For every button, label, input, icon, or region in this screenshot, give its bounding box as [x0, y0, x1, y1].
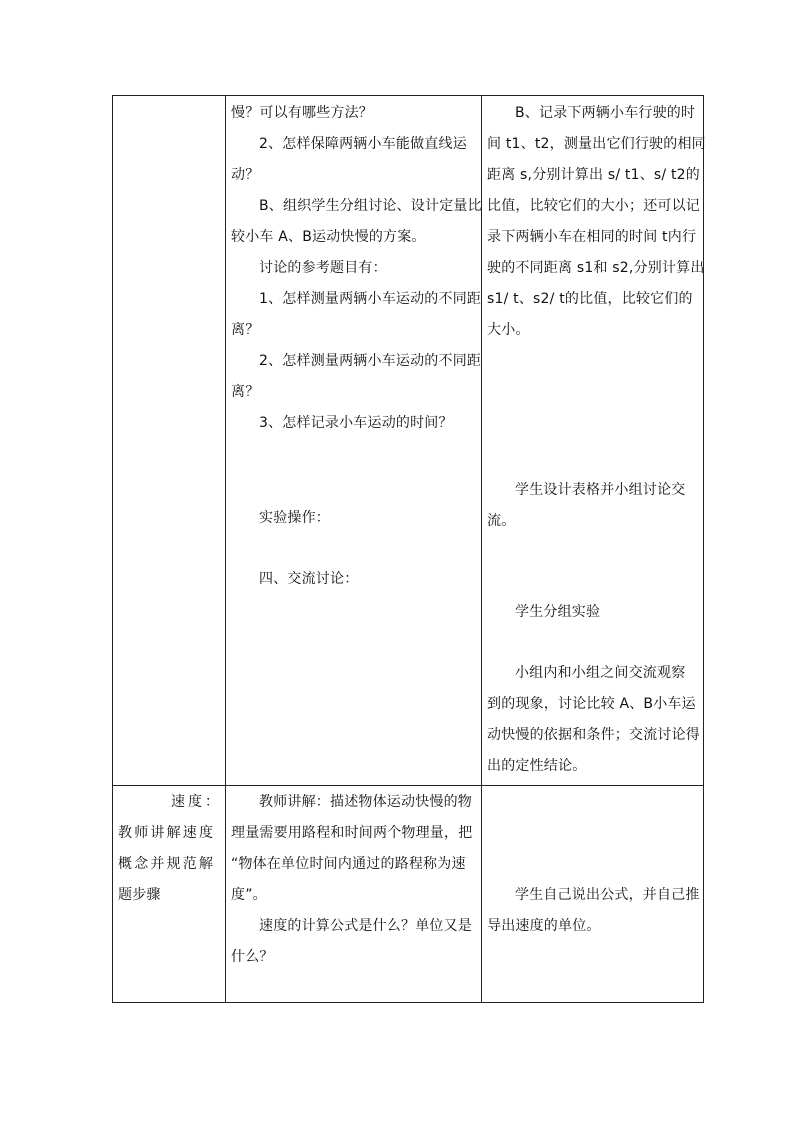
text-line: 1、怎样测量两辆小车运动的不同距: [259, 291, 482, 307]
text-line: 2、怎样测量两辆小车运动的不同距: [259, 353, 482, 369]
student-activity-cell: [482, 96, 706, 785]
text-line: 流。: [487, 513, 516, 529]
stage-title: 速度：: [171, 794, 222, 810]
text-line-content: 概念并规范解: [118, 856, 216, 872]
teacher-activity-cell: [226, 785, 482, 1002]
table-row: [113, 96, 706, 786]
text-line: 离？: [231, 322, 260, 338]
text-line: 距离 s,分别计算出 s/ t1、s/ t2的: [487, 167, 700, 183]
text-line: 出的定性结论。: [487, 758, 587, 774]
text-line: 学生分组实验: [515, 604, 601, 620]
text-line-content: 教师讲解速度: [118, 825, 216, 841]
text-line: 教师讲解：描述物体运动快慢的物: [259, 794, 472, 810]
stage-cell: [113, 785, 226, 1002]
text-line: s1/ t、s2/ t的比值，比较它们的: [487, 291, 693, 307]
text-line: 3、怎样记录小车运动的时间？: [259, 415, 453, 431]
text-line: 学生自己说出公式，并自己推: [515, 887, 700, 903]
text-line: 到的现象，讨论比较 A、B小车运: [487, 696, 696, 712]
text-line: 题步骤: [118, 887, 161, 903]
text-line: 讨论的参考题目有：: [259, 260, 387, 276]
teacher-activity-cell: [226, 96, 482, 785]
student-activity-cell: [482, 785, 703, 1002]
text-line: 大小。: [487, 322, 530, 338]
text-line: 速度的计算公式是什么？单位又是: [259, 918, 472, 934]
text-line: B、组织学生分组讨论、设计定量比: [259, 198, 482, 214]
text-line: 四、交流讨论：: [259, 571, 359, 587]
text-line: 录下两辆小车在相同的时间 t内行: [487, 229, 697, 245]
table-row: [113, 785, 703, 1002]
text-line: 学生设计表格并小组讨论交: [515, 482, 686, 498]
text-line: 较小车 A、B运动快慢的方案。: [231, 229, 426, 245]
text-line: 动？: [231, 167, 260, 183]
text-line: 什么？: [231, 949, 274, 965]
text-line: B、记录下两辆小车行驶的时: [515, 105, 696, 121]
text-line: 比值，比较它们的大小；还可以记: [487, 198, 700, 214]
text-line: 2、怎样保障两辆小车能做直线运: [259, 136, 467, 152]
text-line: [118, 824, 218, 842]
text-line: 慢？可以有哪些方法？: [231, 105, 373, 121]
text-line: 小组内和小组之间交流观察: [515, 665, 686, 681]
text-line: [118, 855, 218, 873]
lesson-table: [112, 95, 704, 1003]
text-line: 导出速度的单位。: [487, 918, 601, 934]
text-line: 理量需要用路程和时间两个物理量，把: [231, 825, 473, 841]
text-line: 离？: [231, 384, 260, 400]
text-line: “物体在单位时间内通过的路程称为速: [231, 856, 466, 872]
text-line: 间 t1、t2，测量出它们行驶的相同: [487, 136, 706, 152]
text-line: 动快慢的依据和条件；交流讨论得: [487, 727, 700, 743]
text-line: 驶的不同距离 s1和 s2,分别计算出: [487, 260, 705, 276]
stage-cell: [113, 96, 226, 785]
text-line: 实验操作：: [259, 510, 330, 526]
text-line: 度”。: [231, 887, 267, 903]
